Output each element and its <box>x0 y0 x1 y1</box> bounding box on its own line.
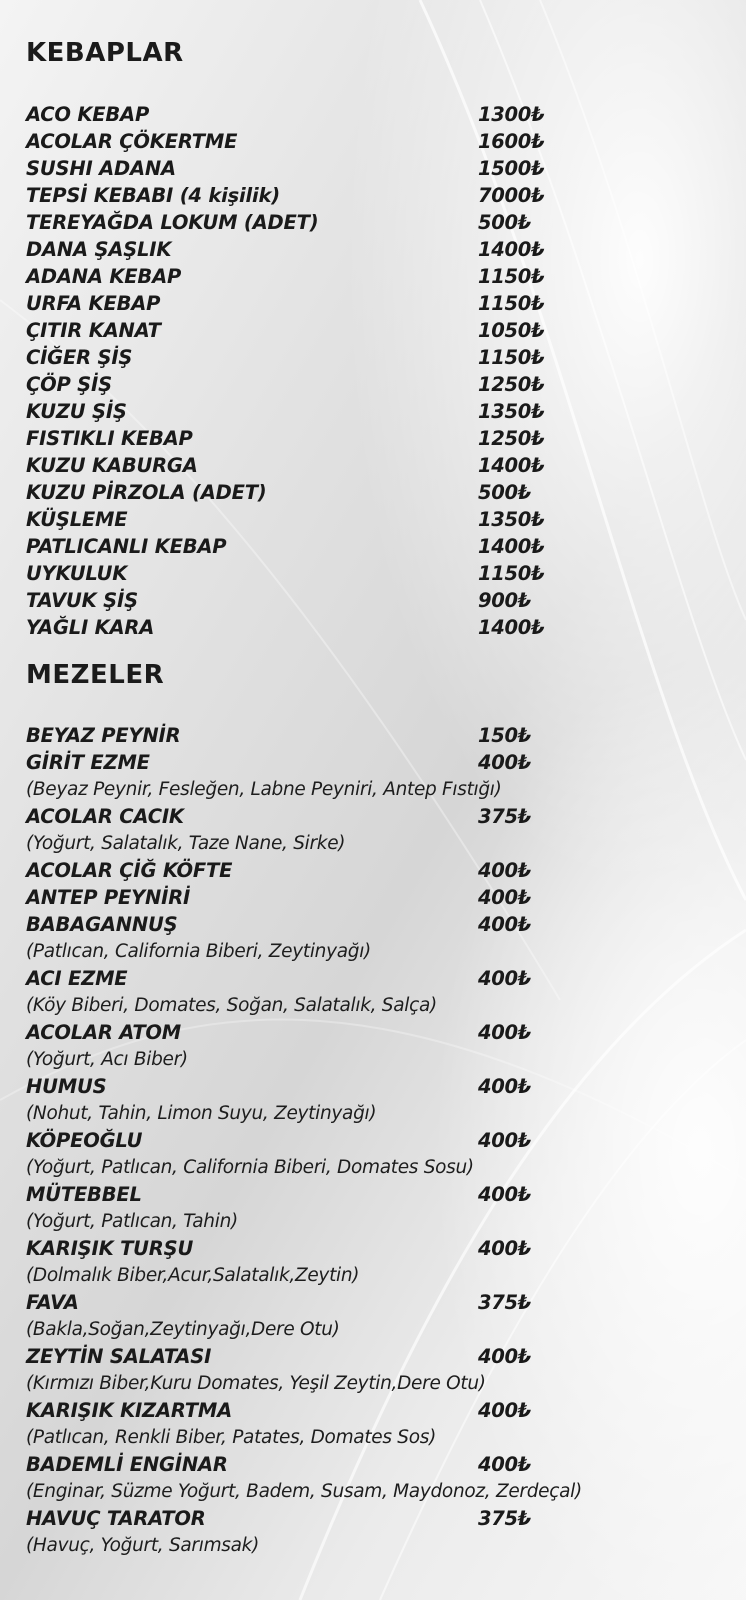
item-description <box>26 1316 736 1343</box>
item-portion-note: (4 kişilik) <box>173 184 280 207</box>
item-price: 400₺ <box>478 1237 532 1260</box>
menu-item <box>26 587 736 614</box>
item-price: 400₺ <box>478 1345 532 1368</box>
item-name: CİĞER ŞİŞ <box>26 346 133 369</box>
menu-item <box>26 236 736 263</box>
menu-item <box>26 1289 736 1316</box>
item-name: BABAGANNUŞ <box>26 913 178 936</box>
item-price: 400₺ <box>478 886 532 909</box>
kebaplar-list <box>26 101 736 641</box>
item-name: URFA KEBAP <box>26 292 161 315</box>
menu-item <box>26 425 736 452</box>
item-name: SUSHI ADANA <box>26 157 176 180</box>
section-title-kebaplar: KEBAPLAR <box>26 38 184 68</box>
item-price: 400₺ <box>478 967 532 990</box>
item-ingredients: (Havuç, Yoğurt, Sarımsak) <box>26 1535 260 1556</box>
mezeler-list <box>26 722 736 1559</box>
item-name: KARIŞIK TURŞU <box>26 1237 194 1260</box>
item-name: TEREYAĞDA LOKUM (ADET) <box>26 211 319 234</box>
item-name: KUZU ŞİŞ <box>26 400 127 423</box>
item-ingredients: (Patlıcan, California Biberi, Zeytinyağı) <box>26 941 371 962</box>
item-ingredients: (Yoğurt, Acı Biber) <box>26 1049 188 1070</box>
item-name: ÇITIR KANAT <box>26 319 161 342</box>
menu-item <box>26 560 736 587</box>
menu-item <box>26 398 736 425</box>
item-name: TAVUK ŞİŞ <box>26 589 138 612</box>
item-name: ANTEP PEYNİRİ <box>26 886 191 909</box>
item-name: ACOLAR CACIK <box>26 805 184 828</box>
item-name: FISTIKLI KEBAP <box>26 427 193 450</box>
item-price: 1350₺ <box>478 508 545 531</box>
item-price: 400₺ <box>478 1183 532 1206</box>
menu-item <box>26 128 736 155</box>
section-title-mezeler: MEZELER <box>26 660 165 690</box>
item-name: ZEYTİN SALATASI <box>26 1345 212 1368</box>
item-ingredients: (Enginar, Süzme Yoğurt, Badem, Susam, Maydonoz, Zerdeçal) <box>26 1481 582 1502</box>
item-name: KUZU PİRZOLA (ADET) <box>26 481 267 504</box>
menu-item <box>26 533 736 560</box>
menu-item <box>26 317 736 344</box>
item-description <box>26 1046 736 1073</box>
item-name: ACI EZME <box>26 967 128 990</box>
item-name: ÇÖP ŞİŞ <box>26 373 112 396</box>
item-ingredients: (Patlıcan, Renkli Biber, Patates, Domates Sos) <box>26 1427 437 1448</box>
item-ingredients: (Köy Biberi, Domates, Soğan, Salatalık, Salça) <box>26 995 437 1016</box>
item-description <box>26 992 736 1019</box>
item-name: HAVUÇ TARATOR <box>26 1507 206 1530</box>
item-name: ACO KEBAP <box>26 103 150 126</box>
item-price: 1400₺ <box>478 616 545 639</box>
item-description <box>26 1370 736 1397</box>
item-ingredients: (Kırmızı Biber,Kuru Domates, Yeşil Zeytin,Dere Otu) <box>26 1373 486 1394</box>
menu-item <box>26 452 736 479</box>
item-price: 1150₺ <box>478 562 545 585</box>
item-price: 1150₺ <box>478 292 545 315</box>
menu-item <box>26 614 736 641</box>
item-price: 500₺ <box>478 211 532 234</box>
item-price: 1400₺ <box>478 535 545 558</box>
item-name: ADANA KEBAP <box>26 265 182 288</box>
item-price: 1400₺ <box>478 454 545 477</box>
item-name: ACOLAR ÇİĞ KÖFTE <box>26 859 233 882</box>
item-name: KÜŞLEME <box>26 508 128 531</box>
item-price: 375₺ <box>478 805 532 828</box>
item-name: YAĞLI KARA <box>26 616 155 639</box>
item-name: ACOLAR ÇÖKERTME <box>26 130 238 153</box>
item-price: 1150₺ <box>478 265 545 288</box>
item-name: GİRİT EZME <box>26 751 150 774</box>
item-description <box>26 830 736 857</box>
item-ingredients: (Beyaz Peynir, Fesleğen, Labne Peyniri, Antep Fıstığı) <box>26 779 502 800</box>
item-description <box>26 1208 736 1235</box>
item-price: 400₺ <box>478 913 532 936</box>
item-ingredients: (Dolmalık Biber,Acur,Salatalık,Zeytin) <box>26 1265 360 1286</box>
item-price: 1300₺ <box>478 103 545 126</box>
menu-item <box>26 101 736 128</box>
item-price: 400₺ <box>478 1453 532 1476</box>
item-name: TEPSİ KEBABI <box>26 184 174 207</box>
item-price: 1350₺ <box>478 400 545 423</box>
item-price: 400₺ <box>478 859 532 882</box>
item-description <box>26 1478 736 1505</box>
item-price: 1600₺ <box>478 130 545 153</box>
item-name: KÖPEOĞLU <box>26 1129 143 1152</box>
menu-item <box>26 371 736 398</box>
menu-item <box>26 911 736 938</box>
item-ingredients: (Yoğurt, Salatalık, Taze Nane, Sirke) <box>26 833 346 854</box>
item-description <box>26 1424 736 1451</box>
item-name: HUMUS <box>26 1075 107 1098</box>
menu-item <box>26 1235 736 1262</box>
item-name: MÜTEBBEL <box>26 1183 142 1206</box>
menu-item <box>26 884 736 911</box>
item-description <box>26 1154 736 1181</box>
menu-item <box>26 1505 736 1532</box>
item-ingredients: (Nohut, Tahin, Limon Suyu, Zeytinyağı) <box>26 1103 377 1124</box>
item-price: 400₺ <box>478 1399 532 1422</box>
menu-item <box>26 1181 736 1208</box>
item-price: 7000₺ <box>478 184 545 207</box>
menu-item <box>26 182 736 209</box>
menu-item <box>26 290 736 317</box>
item-description <box>26 776 736 803</box>
item-price: 400₺ <box>478 751 532 774</box>
item-ingredients: (Yoğurt, Patlıcan, California Biberi, Domates Sosu) <box>26 1157 474 1178</box>
item-price: 1250₺ <box>478 427 545 450</box>
menu-item <box>26 344 736 371</box>
item-price: 1050₺ <box>478 319 545 342</box>
item-name: KARIŞIK KIZARTMA <box>26 1399 233 1422</box>
menu-item <box>26 1451 736 1478</box>
item-price: 900₺ <box>478 589 532 612</box>
item-price: 400₺ <box>478 1021 532 1044</box>
menu-item <box>26 479 736 506</box>
item-name: BEYAZ PEYNİR <box>26 724 181 747</box>
item-name: DANA ŞAŞLIK <box>26 238 172 261</box>
item-price: 1400₺ <box>478 238 545 261</box>
menu-item <box>26 209 736 236</box>
item-price: 1500₺ <box>478 157 545 180</box>
item-price: 500₺ <box>478 481 532 504</box>
menu-item <box>26 803 736 830</box>
item-description <box>26 1262 736 1289</box>
menu-item <box>26 965 736 992</box>
menu-item <box>26 1127 736 1154</box>
menu-item <box>26 722 736 749</box>
item-name: ACOLAR ATOM <box>26 1021 182 1044</box>
menu-item <box>26 1019 736 1046</box>
item-price: 1150₺ <box>478 346 545 369</box>
item-description <box>26 1532 736 1559</box>
item-ingredients: (Yoğurt, Patlıcan, Tahin) <box>26 1211 238 1232</box>
item-description <box>26 1100 736 1127</box>
menu-item <box>26 749 736 776</box>
item-price: 1250₺ <box>478 373 545 396</box>
menu-item <box>26 1073 736 1100</box>
item-ingredients: (Bakla,Soğan,Zeytinyağı,Dere Otu) <box>26 1319 340 1340</box>
item-price: 400₺ <box>478 1129 532 1152</box>
item-name: FAVA <box>26 1291 79 1314</box>
item-name: UYKULUK <box>26 562 128 585</box>
item-description <box>26 938 736 965</box>
item-price: 375₺ <box>478 1291 532 1314</box>
menu-item <box>26 506 736 533</box>
item-price: 375₺ <box>478 1507 532 1530</box>
item-name: BADEMLİ ENGİNAR <box>26 1453 228 1476</box>
menu-item <box>26 1343 736 1370</box>
item-price: 400₺ <box>478 1075 532 1098</box>
menu-item <box>26 155 736 182</box>
menu-item <box>26 857 736 884</box>
item-name: KUZU KABURGA <box>26 454 198 477</box>
menu-item <box>26 1397 736 1424</box>
item-name: PATLICANLI KEBAP <box>26 535 227 558</box>
item-price: 150₺ <box>478 724 532 747</box>
menu-item <box>26 263 736 290</box>
